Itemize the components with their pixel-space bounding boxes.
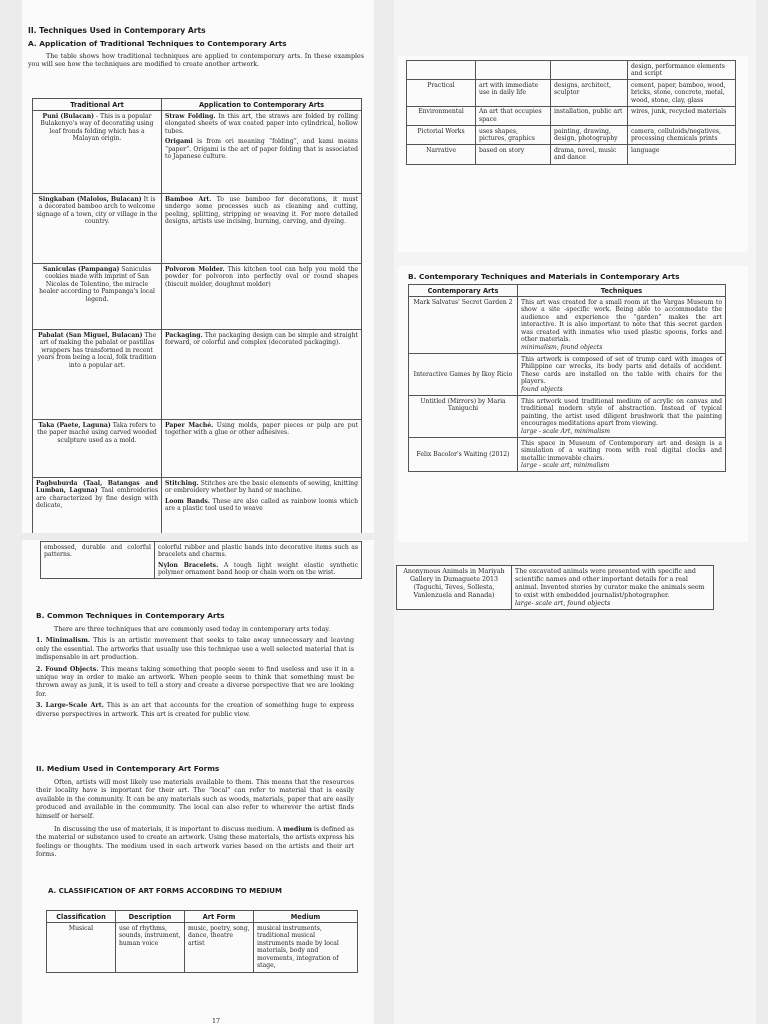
list-item: 1. Minimalism. This is an artistic movement that seeks to take away unnecessary and leaving only the essential. The artworks that usually use this technique use a well selected material that is indispensable in art production. — [36, 637, 354, 662]
table-row: design, performance elements and script — [407, 61, 736, 80]
table-row: Pictorial Works uses shapes, pictures, graphics painting, drawing, design, photography camera, celluloids/negatives, processing chemicals prints — [407, 126, 736, 145]
page-gap — [22, 533, 374, 540]
table-header: Classification — [47, 911, 116, 923]
section-b-title: B. Common Techniques in Contemporary Arts — [36, 611, 225, 620]
medium-title: II. Medium Used in Contemporary Art Forms — [36, 764, 220, 773]
table-row: Puni (Bulacan) - This is a popular Bulakenyo's way of decorating using leaf fronds folding which has a Malayan origin. Straw Folding. In this art, the straws are folded by rolling elongated sheets of wax coated paper into cylindrical, hollow tubes. Origami is from ori meaning “folding”, and kami means “paper”. Origami is the art of paper folding that is associated to Japanese culture. — [33, 111, 362, 194]
table-row: embossed, durable and colorful patterns. colorful rubber and plastic bands into decorative items such as bracelets and charms. Nylon Bracelets. A tough light weight elastic synthetic polymer ornament band hoop or chain worn on the wrist. — [41, 542, 362, 579]
section-a-intro: The table shows how traditional techniques are applied to contemporary arts. In these examples you will see how the techniques are modified to create another artwork. — [28, 53, 364, 69]
table-header: Art Form — [185, 911, 254, 923]
classification-continued-sheet — [398, 56, 748, 252]
section-b-intro: There are three techniques that are commonly used today in contemporary arts today. — [54, 626, 331, 633]
contemporary-extra-table — [396, 565, 714, 610]
left-page — [22, 0, 374, 1024]
table-row: Felix Bacolor's Waiting (2012) This space in Museum of Contemporary art and design is a simulation of a waiting room with real digital clocks and metallic immovable chairs. large - scale art, minimalism — [409, 438, 726, 472]
section-a-title: A. Application of Traditional Techniques to Contemporary Arts — [28, 39, 287, 48]
table-row: Anonymous Animals in Mariyah Gallery in Dumaguete 2013 (Taguchi, Teves, Sollesta, Vanlenzuela and Ranada) The excavated animals were presented with specific and scientific names and other important details for a real animal. Invented stories by curator make the animals seem to exist with embedded journalist/photographer. large- scale art, found objects — [397, 566, 714, 610]
table-header: Techniques — [518, 285, 726, 297]
list-item: 2. Found Objects. This means taking something that people seem to find useless and use it in a unique way in order to make an artwork. When people seem to think that something must be thrown away as junk, it is used to tell a story and create a diverse perspective that we are looking for. — [36, 665, 354, 698]
table-row: Pagbuburda (Taal, Batangas and Lumban, Laguna) Taal embroideries are characterized by fine design with delicate, Stitching. Stitches are the basic elements of sewing, knitting or embroidery whether by hand or machine. Loom Bands. These are also called as rainbow looms which are a plastic tool used to weave — [33, 478, 362, 536]
table-row: Untitled (Mirrors) by Maria Taniguchi This artwork used traditional medium of acrylic on canvas and traditional modern style of abstraction. Instead of typical painting, the artist used diligent brushwork that the painting encourages meditations apart from viewing. large - scale Art, minimalism — [409, 396, 726, 438]
table-row: Taka (Paete, Laguna) Taka refers to the paper maché using carved wooded sculpture used as a mold. Paper Maché. Using molds, paper pieces or pulp are put together with a glue or other adhesives. — [33, 420, 362, 478]
table-row: Musical use of rhythms, sounds, instrument, human voice music, poetry, song, dance, theatre artist musical instruments, traditional musical instruments made by local materials, body and movements, integration of stage, — [47, 923, 358, 973]
list-item: 3. Large-Scale Art. This is an art that accounts for the creation of something huge to express diverse perspectives in artwork. This art is created for public view. — [36, 702, 354, 718]
table-row: Narrative based on story drama, novel, music and dance language — [407, 145, 736, 164]
right-page — [394, 0, 756, 1024]
table-row: Singkaban (Malolos, Bulacan) It is a decorated bamboo arch to welcome signage of a town, city or village in the country. Bamboo Art. To use bamboo for decorations, it must undergo some processes such as cleaning and cutting, peeling, splitting, stripping or weaving it. For more detailed designs, artists use incising, burning, carving, and dyeing. — [33, 194, 362, 264]
table-header: Application to Contemporary Arts — [162, 99, 362, 111]
table-row: Environmental An art that occupies space installation, public art wires, junk, recycled materials — [407, 106, 736, 125]
classification-table-continued — [406, 60, 736, 165]
page-number: 17 — [212, 1018, 221, 1024]
table-row: Mark Salvatus' Secret Garden 2 This art was created for a small room at the Vargas Museum to show a site -specific work. Being able to accommodate the audience and experience the “garden” makes the art interactive. It is also important to note that this secret garden was created with inmates who used plastic spoons, forks and other materials. minimalism, found objects — [409, 297, 726, 354]
table-row: Practical art with immediate use in daily life designs, architect, sculptor cement, paper, bamboo, wood, bricks, stone, concrete, metal, wood, stone, clay, glass — [407, 80, 736, 107]
part-title: II. Techniques Used in Contemporary Arts — [28, 26, 206, 35]
table-row: Interactive Games by Ikoy Ricio This artwork is composed of set of trump card with images of Philippine car wrecks, its body parts and details of accident. These cards are installed on the table with chairs for the players. found objects — [409, 354, 726, 396]
traditional-table — [32, 98, 362, 536]
table-row: Saniculas (Pampanga) Saniculas cookies made with imprint of San Nicolas de Tolentino, the miracle healer according to Pampanga's local legend. Polvoron Molder. This kitchen tool can help you mold the powder for polvoron into perfectly oval or round shapes (biscuit molder, doughnut molder) — [33, 264, 362, 330]
medium-paragraph: In discussing the use of materials, it is important to discuss medium. A medium is defined as the material or substance used to create an artwork. Using these materials, the artists express his feelings or thoughts. The medium used in each artwork varies based on the artists and their art forms. — [36, 826, 354, 859]
contemporary-table — [408, 284, 726, 472]
classification-table — [46, 910, 358, 973]
medium-paragraph: Often, artists will most likely use materials available to them. This means that the resources their locality have is important for their art. The “local” can refer to material that is easily available in the community. It can be any materials such as woods, materials, paper that are easily produced and available in the community. The local can also refer to wherever the artist finds himself or herself. — [36, 779, 354, 820]
table-header: Medium — [254, 911, 358, 923]
traditional-table-continued — [40, 541, 362, 579]
contemporary-sheet — [398, 266, 748, 542]
table-header: Traditional Art — [33, 99, 162, 111]
contemporary-title: B. Contemporary Techniques and Materials in Contemporary Arts — [408, 272, 680, 281]
table-row: Pabalat (San Miguel, Bulacan) The art of making the pabalat or pastillas wrappers has transformed in recent years from being a local, folk tradition into a popular art. Packaging. The packaging design can be simple and straight forward, or colorful and complex (decorated packaging). — [33, 330, 362, 420]
table-header: Contemporary Arts — [409, 285, 518, 297]
table-header: Description — [116, 911, 185, 923]
classification-title: A. CLASSIFICATION OF ART FORMS ACCORDING TO MEDIUM — [48, 887, 282, 895]
